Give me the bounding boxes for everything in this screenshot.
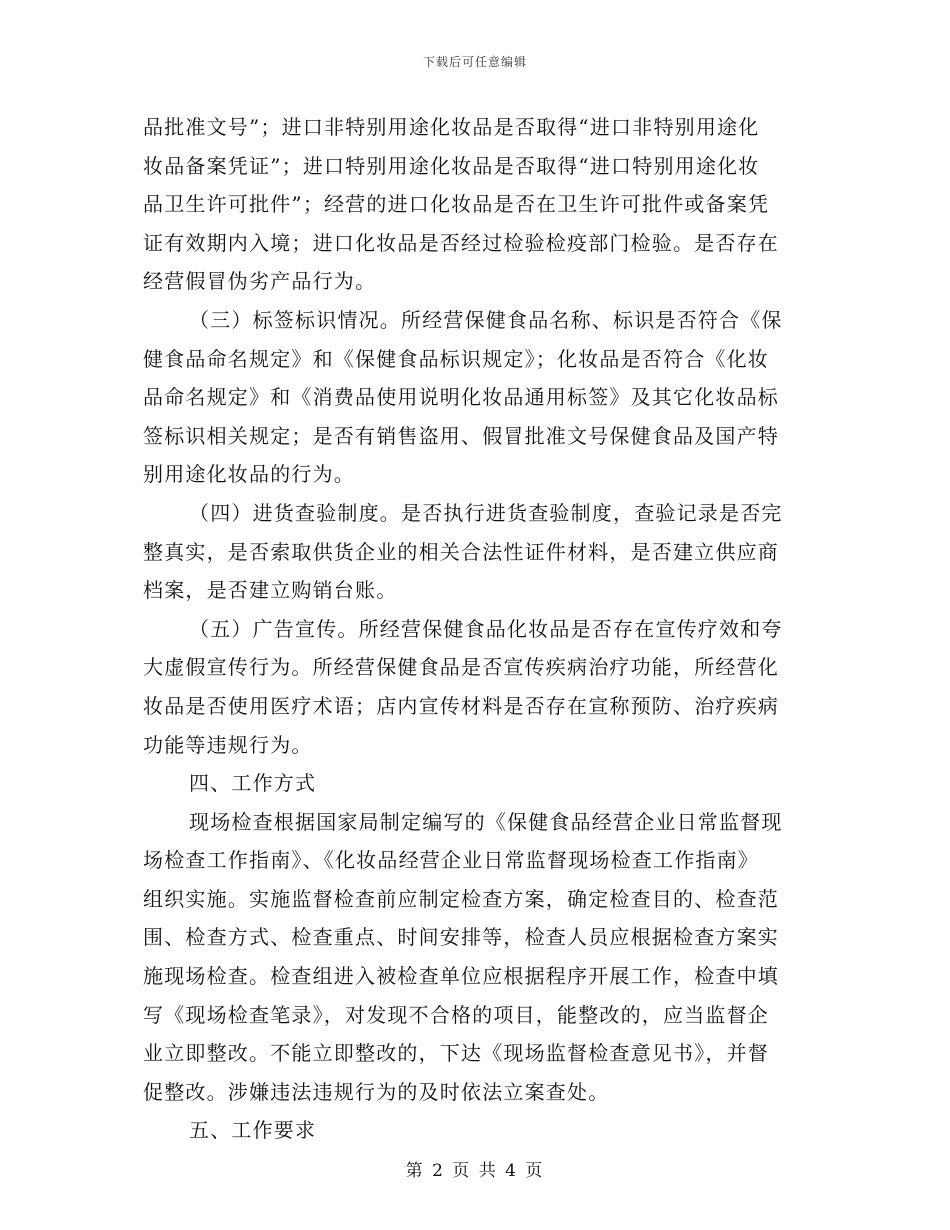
section-heading: 四、工作方式: [189, 771, 317, 796]
paragraph-start-line: （三）标签标识情况。所经营保健食品名称、标识是否符合《保: [189, 307, 783, 332]
body-line: 证有效期内入境；进口化妆品是否经过检验检疫部门检验。是否存在: [143, 230, 779, 255]
body-line: 围、检查方式、检查重点、时间安排等，检查人员应根据检查方案实: [143, 925, 779, 950]
body-line: 业立即整改。不能立即整改的，下达《现场监督检查意见书》，并督: [143, 1041, 769, 1066]
body-line: 写《现场检查笔录》，对发现不合格的项目，能整改的，应当监督企: [143, 1002, 769, 1027]
body-line: 品卫生许可批件”；经营的进口化妆品是否在卫生许可批件或备案凭: [143, 192, 770, 217]
page-footer: 第 2 页 共 4 页: [405, 1161, 545, 1181]
body-line: 妆品是否使用医疗术语；店内宣传材料是否存在宣称预防、治疗疾病: [143, 693, 779, 718]
paragraph-start-line: （五）广告宣传。所经营保健食品化妆品是否存在宣传疗效和夸: [189, 616, 783, 641]
paragraph-start-line: 现场检查根据国家局制定编写的《保健食品经营企业日常监督现: [189, 809, 783, 834]
section-heading: 五、工作要求: [189, 1118, 317, 1143]
body-line: 整真实，是否索取供货企业的相关合法性证件材料，是否建立供应商: [143, 539, 779, 564]
body-line: 促整改。涉嫌违法违规行为的及时依法立案查处。: [143, 1079, 610, 1104]
body-line: 签标识相关规定；是否有销售盗用、假冒批准文号保健食品及国产特: [143, 423, 779, 448]
body-line: 大虚假宣传行为。所经营保健食品是否宣传疾病治疗功能，所经营化: [143, 655, 779, 680]
body-line: 功能等违规行为。: [143, 732, 313, 757]
body-line: 别用途化妆品的行为。: [143, 462, 355, 487]
body-line: 档案，是否建立购销台账。: [143, 578, 398, 603]
body-line: 品命名规定》和《消费品使用说明化妆品通用标签》及其它化妆品标: [143, 385, 779, 410]
body-line: 组织实施。实施监督检查前应制定检查方案，确定检查目的、检查范: [143, 886, 779, 911]
body-line: 施现场检查。检查组进入被检查单位应根据程序开展工作，检查中填: [143, 964, 779, 989]
body-line: 妆品备案凭证”；进口特别用途化妆品是否取得“进口特别用途化妆: [143, 153, 760, 178]
document-body: [143, 108, 803, 1150]
body-line: 场检查工作指南》、《化妆品经营企业日常监督现场检查工作指南》: [143, 848, 759, 873]
body-line: 经营假冒伪劣产品行为。: [143, 269, 377, 294]
body-line: 品批准文号”；进口非特别用途化妆品是否取得“进口非特别用途化: [143, 115, 760, 139]
page-header: 下载后可任意编辑: [422, 55, 527, 69]
paragraph-start-line: （四）进货查验制度。是否执行进货查验制度，查验记录是否完: [189, 500, 783, 525]
body-line: 健食品命名规定》和《保健食品标识规定》；化妆品是否符合《化妆: [143, 346, 769, 371]
